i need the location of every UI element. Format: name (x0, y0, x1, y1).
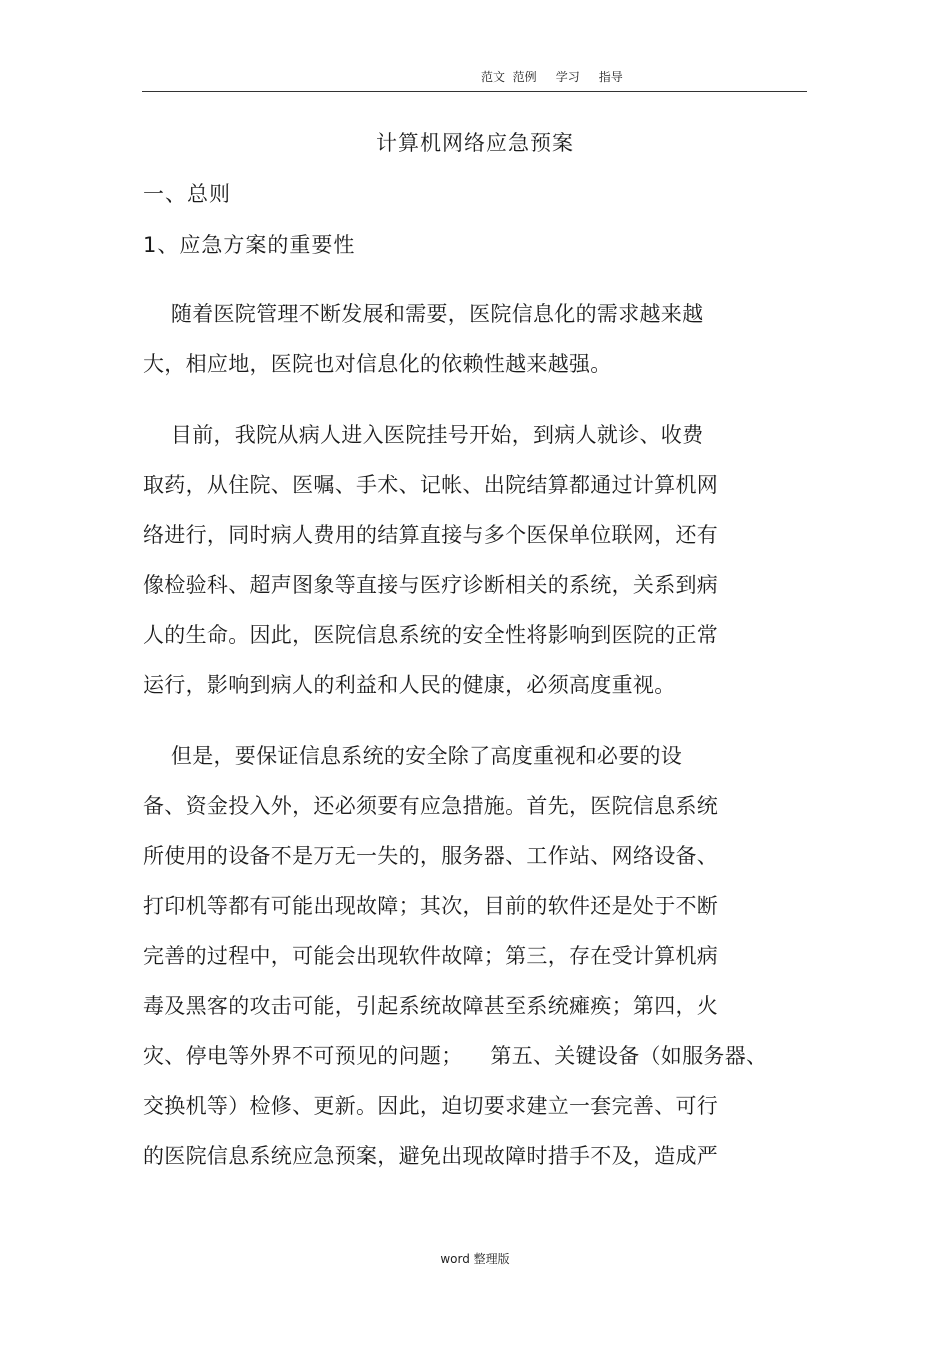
header-text: 范文 范例 学习 指导 (481, 70, 623, 84)
document-title: 计算机网络应急预案 (376, 131, 574, 155)
paragraph-line: 运行，影响到病人的利益和人民的健康，必须高度重视。 (143, 673, 676, 697)
paragraph-2 (143, 410, 823, 710)
paragraph-line: 灾、停电等外界不可预见的问题； 第五、关键设备（如服务器、 (143, 1044, 768, 1068)
paragraph-line: 毒及黑客的攻击可能，引起系统故障甚至系统瘫痪；第四，火 (143, 994, 719, 1018)
paragraph-line: 络进行，同时病人费用的结算直接与多个医保单位联网，还有 (143, 523, 719, 547)
paragraph-line: 目前，我院从病人进入医院挂号开始，到病人就诊、收费 (143, 423, 704, 447)
page-footer: word 整理版 (440, 1252, 510, 1266)
paragraph-line: 大，相应地，医院也对信息化的依赖性越来越强。 (143, 352, 612, 376)
paragraph-line: 的医院信息系统应急预案，避免出现故障时措手不及，造成严 (143, 1144, 719, 1168)
header-rule (142, 91, 807, 92)
paragraph-3 (143, 731, 823, 1181)
section-heading: 一、总则 (143, 182, 231, 206)
paragraph-line: 完善的过程中，可能会出现软件故障；第三，存在受计算机病 (143, 944, 719, 968)
paragraph-line: 打印机等都有可能出现故障；其次，目前的软件还是处于不断 (143, 894, 719, 918)
paragraph-line: 但是，要保证信息系统的安全除了高度重视和必要的设 (143, 744, 683, 768)
paragraph-1 (143, 289, 823, 389)
paragraph-line: 交换机等）检修、更新。因此，迫切要求建立一套完善、可行 (143, 1094, 719, 1118)
paragraph-line: 所使用的设备不是万无一失的，服务器、工作站、网络设备、 (143, 844, 719, 868)
paragraph-line: 取药，从住院、医嘱、手术、记帐、出院结算都通过计算机网 (143, 473, 719, 497)
paragraph-line: 随着医院管理不断发展和需要，医院信息化的需求越来越 (143, 302, 704, 326)
paragraph-line: 人的生命。因此，医院信息系统的安全性将影响到医院的正常 (143, 623, 719, 647)
paragraph-line: 像检验科、超声图象等直接与医疗诊断相关的系统，关系到病 (143, 573, 719, 597)
paragraph-line: 备、资金投入外，还必须要有应急措施。首先，医院信息系统 (143, 794, 719, 818)
subsection-heading: 1、应急方案的重要性 (143, 233, 356, 257)
